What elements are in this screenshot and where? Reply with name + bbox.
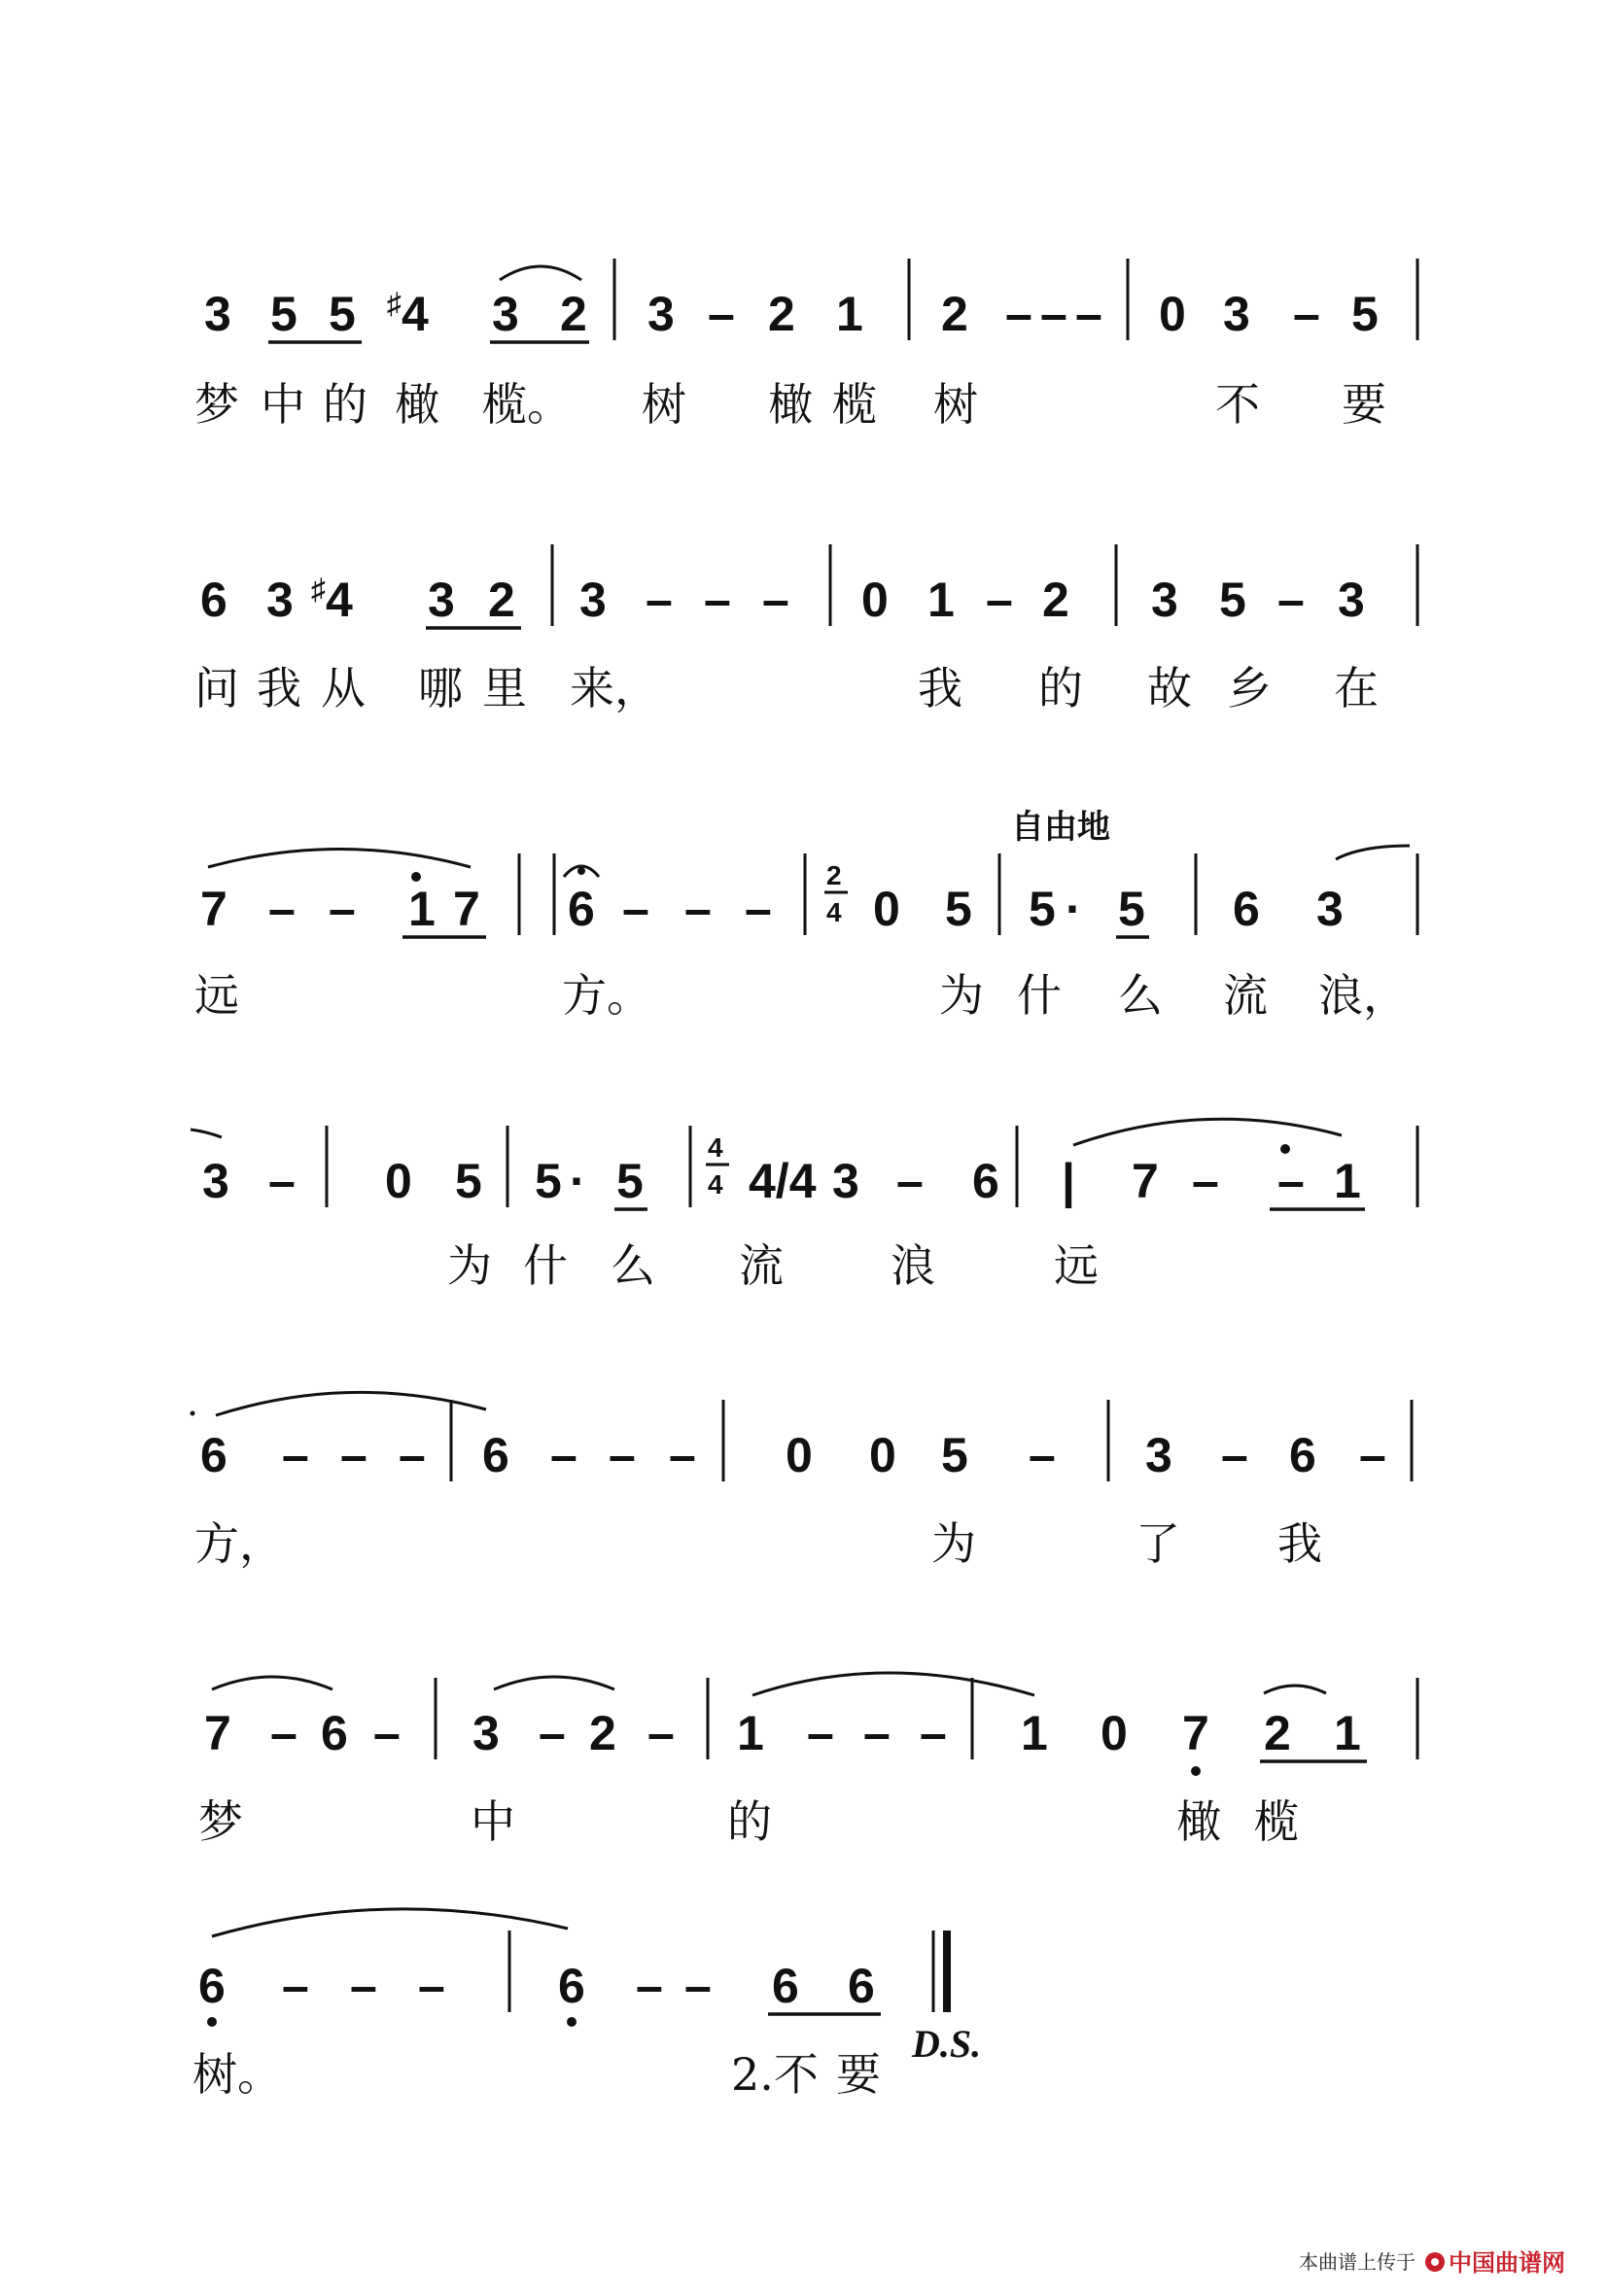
lyric: 流 [739,1239,784,1292]
high-octave-dot [411,872,421,882]
lyric: 橄 [1176,1795,1221,1848]
note: – [350,1959,377,2013]
high-octave-dot [1280,1144,1290,1154]
note: – [646,573,673,627]
slur [752,1673,1034,1695]
lyric: 的 [1038,662,1083,714]
note: – [986,573,1013,627]
note: 1 [1334,1706,1361,1760]
lyric: 来， [570,662,659,714]
note: – [539,1706,566,1760]
lyric: 里 [482,662,527,714]
note: 3 [428,573,455,627]
note: – [745,882,772,936]
note: – [399,1428,426,1482]
note: 2 [1264,1706,1291,1760]
note: – [340,1428,367,1482]
note: – [863,1706,891,1760]
lyric: 我 [918,662,962,714]
note: 5 [1029,882,1056,936]
note: 6 [568,882,595,936]
slur [1264,1686,1326,1693]
slur [494,1677,614,1689]
note: – [622,882,649,936]
lyric: 哪 [418,662,463,714]
note: 7 [1132,1154,1159,1208]
slur [212,1677,332,1689]
note: – [1277,1154,1305,1208]
note: – [1359,1428,1386,1482]
note: – [896,1154,924,1208]
lyric: 不 [1215,378,1260,431]
lyric: 要 [1342,378,1386,431]
time-signature-4-4 [706,1132,729,1200]
score-line-3 [194,809,1417,1022]
note: · [1066,882,1082,936]
note: 3 [472,1706,500,1760]
note: – [1075,287,1102,341]
note: 2 [589,1706,616,1760]
note: 3 [266,573,294,627]
note: – [1040,287,1067,341]
note: – [1029,1428,1056,1482]
note: 0 [1101,1706,1128,1760]
lyric: 的 [323,378,367,431]
note: 1 [1021,1706,1048,1760]
note: 2 [560,287,587,341]
upload-text: 本曲谱上传于 [1299,2252,1416,2274]
note: – [647,1706,675,1760]
slur [208,850,471,868]
note: 3 [204,287,231,341]
note: 6 [1233,882,1260,936]
note: 3 [832,1154,859,1208]
note: – [268,1154,296,1208]
note: 6 [772,1959,799,2013]
fermata-dot [577,867,585,875]
note: 1 [836,287,863,341]
note: – [1293,287,1320,341]
site-name: 中国曲谱网 [1449,2250,1565,2277]
note: 3 [1338,573,1365,627]
note: 2 [1042,573,1069,627]
note: – [684,1959,712,2013]
note: – [762,573,789,627]
low-octave-dot [567,2017,577,2027]
note: 3 [1316,882,1344,936]
note: ♯4 [387,287,429,341]
lyric: 的 [727,1795,772,1848]
lyric: 浪， [1318,969,1408,1022]
lyric: 我 [257,662,301,714]
note: – [329,882,356,936]
note: 2 [488,573,515,627]
lyric: 远 [194,969,239,1022]
lyric: 为 [447,1239,492,1292]
note: – [684,882,712,936]
note: 7 [200,882,227,936]
note: 4/4 [749,1154,817,1208]
lyric: 方。 [562,969,651,1022]
note: 6 [200,1428,227,1482]
note: 5 [945,882,972,936]
lyric: 为 [931,1517,976,1570]
lyric: 故 [1147,662,1192,714]
note: 2 [768,287,795,341]
lyric: 树 [642,378,686,431]
note: 1 [408,882,436,936]
note: 3 [1223,287,1250,341]
lyric: 么 [611,1239,655,1292]
lyric: 浪 [891,1239,935,1292]
note: – [1005,287,1032,341]
note: 3 [492,287,519,341]
lyric: 问 [194,662,239,714]
lyric: 在 [1334,662,1379,714]
lyric: 中 [471,1795,515,1848]
note: 0 [786,1428,813,1482]
note: 5 [270,287,297,341]
note: 6 [1289,1428,1316,1482]
note: 7 [453,882,480,936]
lyric: 方， [194,1517,284,1570]
note: 6 [482,1428,509,1482]
lyric: 橄 [395,378,439,431]
note: – [807,1706,834,1760]
note: 3 [202,1154,229,1208]
lyric: 树 [933,378,978,431]
note: 7 [204,1706,231,1760]
lyric: 树。 [192,2048,282,2101]
note: 6 [198,1959,226,2013]
site-logo [1425,2252,1445,2272]
note: – [708,287,735,341]
score-line-7 [192,1909,981,2101]
final-double-barline [933,1931,947,2012]
time-signature-2-4 [824,860,848,927]
note: – [669,1428,696,1482]
lyric: 远 [1054,1239,1099,1292]
low-octave-dot [207,2017,217,2027]
slur [1336,846,1410,859]
note: 0 [1159,287,1186,341]
time-signature-top: 2 [826,860,842,890]
lyric: 从 [321,662,366,714]
lyric: 流 [1223,969,1268,1022]
note: – [373,1706,401,1760]
lyric: 橄 [768,378,813,431]
time-signature-bottom: 4 [826,897,842,927]
note: 5 [329,287,356,341]
note: – [1192,1154,1219,1208]
note: 5 [1219,573,1246,627]
slur [500,266,581,280]
note: 3 [579,573,607,627]
note: 6 [558,1959,585,2013]
lyric: 2.不 [731,2048,819,2101]
note: 5 [1118,882,1145,936]
note: 5 [616,1154,644,1208]
score-line-5 [191,1392,1413,1570]
note: 5 [1351,287,1379,341]
note: – [704,573,731,627]
note: 0 [861,573,889,627]
score-line-2 [194,544,1417,714]
note: – [270,1706,297,1760]
lyric: 梦 [194,378,239,431]
lyric: 什 [523,1239,568,1292]
note: – [609,1428,636,1482]
lyric: 什 [1017,969,1062,1022]
lyric: 我 [1277,1517,1322,1570]
lyric: 乡 [1227,662,1272,714]
note: 6 [972,1154,999,1208]
lyric: 榄 [832,378,877,431]
lyric: 了 [1136,1517,1180,1570]
slur [212,1909,568,1936]
score-line-4 [191,1119,1417,1292]
speck [191,1411,195,1416]
note: 3 [1145,1428,1172,1482]
note: 5 [455,1154,482,1208]
lyric: 么 [1118,969,1163,1022]
low-octave-dot [1191,1766,1201,1776]
score-line-1 [194,259,1417,431]
note: 1 [737,1706,764,1760]
time-signature-bottom: 4 [708,1169,723,1200]
note: – [1277,573,1305,627]
note: 6 [321,1706,348,1760]
lyric: 梦 [198,1795,243,1848]
note: 1 [927,573,955,627]
note: 3 [647,287,675,341]
note: – [636,1959,663,2013]
note: 0 [869,1428,896,1482]
note: 6 [200,573,227,627]
note: – [268,882,296,936]
note: ♯4 [311,573,353,627]
lyric: 榄 [1254,1795,1299,1848]
note: 6 [848,1959,875,2013]
note: – [282,1959,309,2013]
note: 3 [1151,573,1178,627]
note: – [920,1706,947,1760]
lyric: 中 [261,378,305,431]
tempo-marking: 自由地 [1011,809,1110,846]
note: – [282,1428,309,1482]
note: – [550,1428,577,1482]
lyric: 为 [939,969,984,1022]
note: 7 [1182,1706,1209,1760]
note: | [1062,1154,1075,1208]
note: 5 [941,1428,968,1482]
note: · [570,1154,586,1208]
lyric: 榄。 [482,378,572,431]
repeat-marking: D.S. [912,2022,982,2066]
footer [1299,2249,1565,2277]
slur [1073,1119,1342,1145]
note: 1 [1334,1154,1361,1208]
note: 5 [535,1154,562,1208]
slur [191,1130,222,1137]
note: 2 [941,287,968,341]
note: – [418,1959,445,2013]
time-signature-top: 4 [708,1132,723,1163]
slur [216,1392,486,1415]
note: – [1221,1428,1248,1482]
score-line-6 [198,1673,1417,1848]
note: 0 [385,1154,412,1208]
lyric: 要 [836,2048,881,2101]
note: 0 [873,882,900,936]
